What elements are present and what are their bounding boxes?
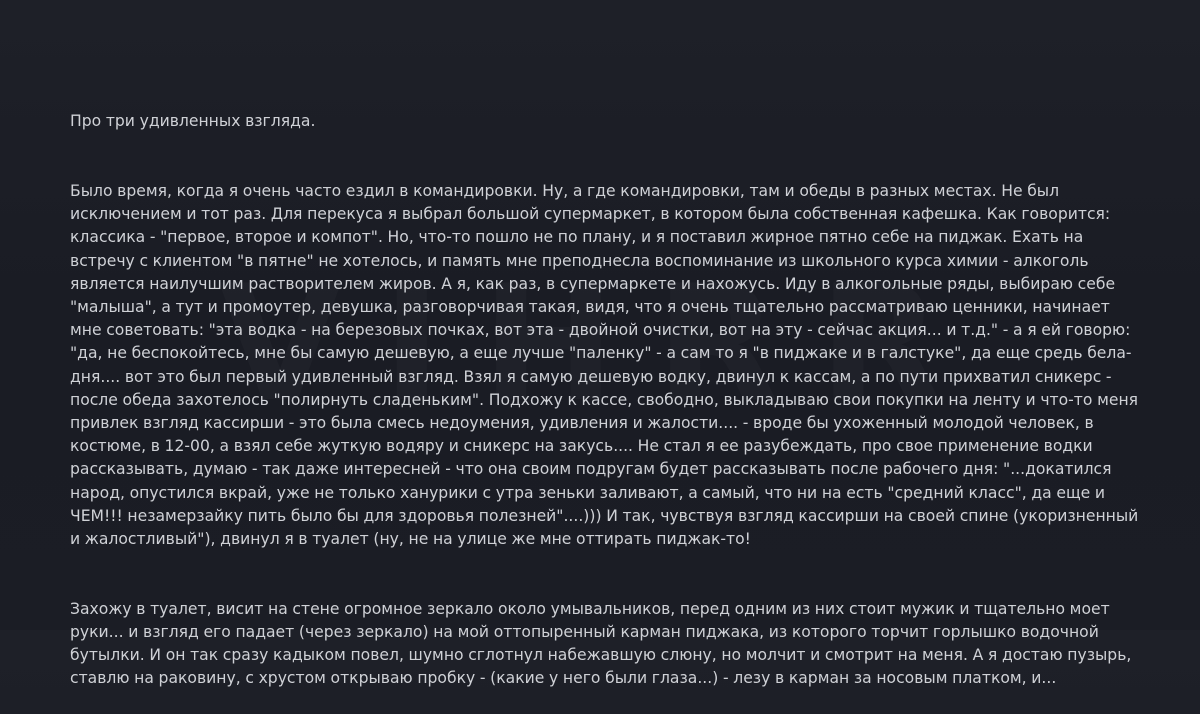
story-text-block xyxy=(70,64,1143,714)
story-paragraph-2: Захожу в туалет, висит на стене огромное зеркало около умывальников, перед одним из них стоит мужик и тщательно моет руки... и взгляд его падает (через зеркало) на мой оттопыренный карман пиджака, из которого торчит горлышко водочной бутылки. И он так сразу кадыком повел, шумно сглотнул набежавшую слюну, но молчит и смотрит на меня. А я достаю пузырь, ставлю на раковину, с хрустом открываю пробку - (какие у него были глаза...) - лезу в карман за носовым платком, и... xyxy=(70,599,1137,688)
story-paragraph-1: Было время, когда я очень часто ездил в командировки. Ну, а где командировки, там и обеды в разных местах. Не был исключением и тот раз. Для перекуса я выбрал большой супермаркет, в котором была собственная кафешка. Как говорится: классика - "первое, второе и компот". Но, что-то пошло не по плану, и я поставил жирное пятно себе на пиджак. Ехать на встречу с клиентом "в пятне" не хотелось, и память мне преподнесла воспоминание из школьного курса химии - алкоголь является наилучшим растворителем жиров. А я, как раз, в супермаркете и нахожусь. Иду в алкогольные ряды, выбираю себе "малыша", а тут и промоутер, девушка, разговорчивая такая, видя, что я очень тщательно рассматриваю ценники, начинает мне советовать: "эта водка - на березовых почках, вот эта - двойной очистки, вот на эту - сейчас акция... и т.д." - а я ей говорю: "да, не беспокойтесь, мне бы самую дешевую, а еще лучше "паленку" - а сам то я "в пиджаке и в галстуке", да еще средь бела-дня.... вот это был первый удивленный взгляд. Взял я самую дешевую водку, двинул к кассам, а по пути прихватил сникерс - после обеда захотелось "полирнуть сладеньким". Подхожу к кассе, свободно, выкладываю свои покупки на ленту и что-то меня привлек взгляд кассирши - это была смесь недоумения, удивления и жалости.... - вроде бы ухоженный молодой человек, в костюме, в 12-00, а взял себе жуткую водяру и сникерс на закусь.... Не стал я ее разубеждать, про свое применение водки рассказывать, думаю - так даже интересней - что она своим подругам будет рассказывать после рабочего дня: "...докатился народ, опустился вкрай, уже не только ханурики с утра зеньки заливают, а самый, что ни на есть "средний класс", да еще и ЧЕМ!!! незамерзайку пить было бы для здоровья полезней"....))) И так, чувствуя взгляд кассирши на своей спине (укоризненный и жалостливый"), двинул я в туалет (ну, не на улице же мне оттирать пиджак-то! xyxy=(70,182,1143,549)
story-title: Про три удивленных взгляда. xyxy=(70,112,316,131)
